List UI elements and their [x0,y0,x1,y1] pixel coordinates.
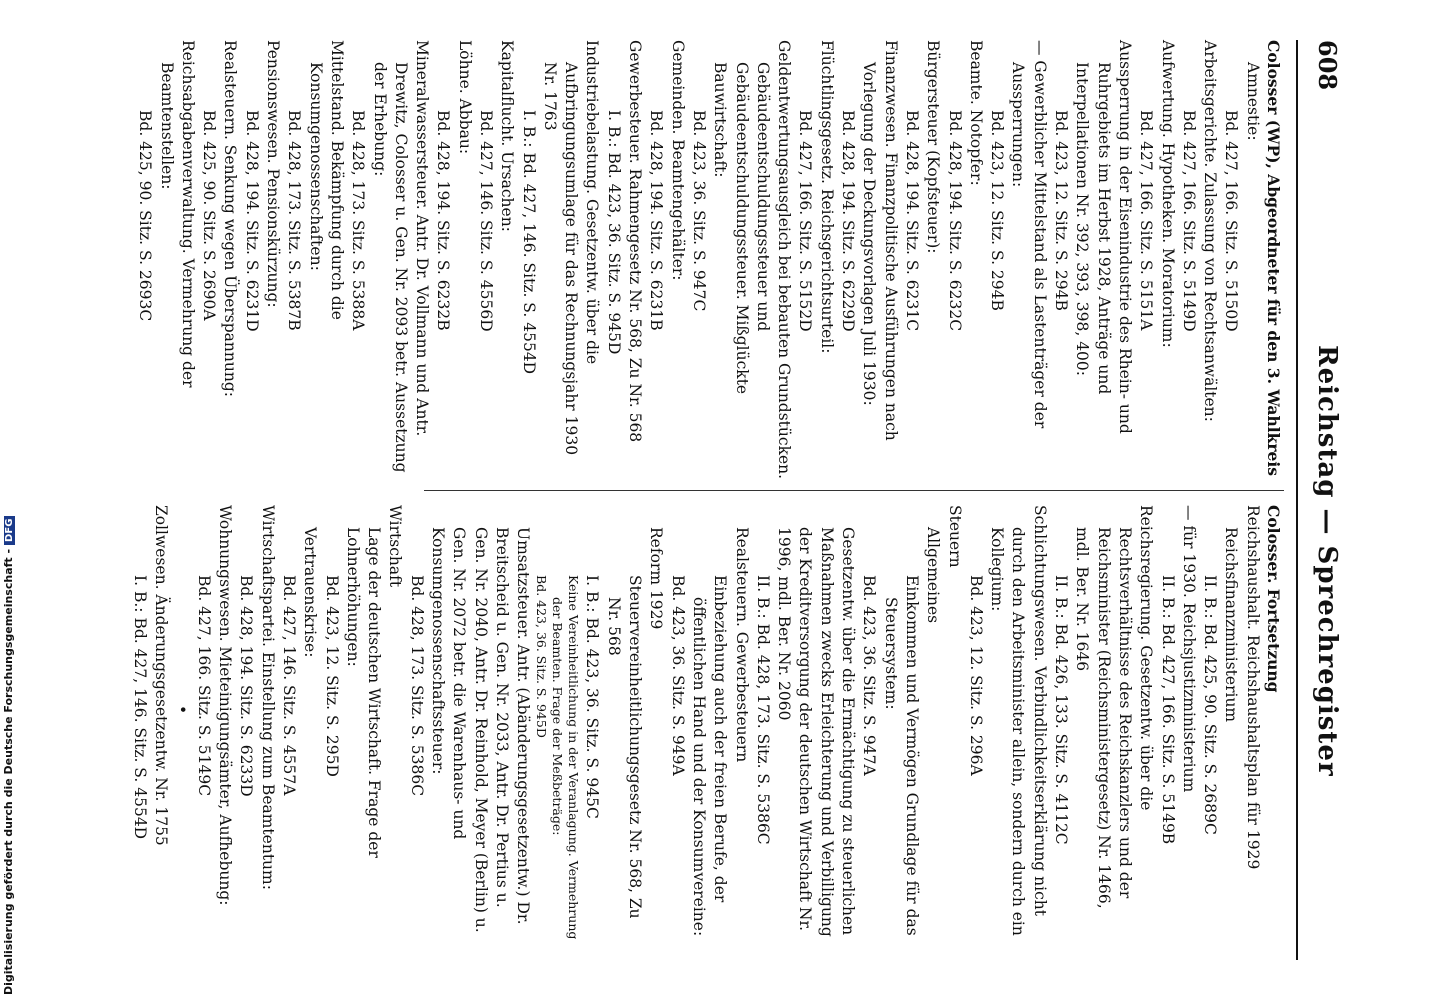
register-entry: Gesetzentw. über die Ermächtigung zu steuerlichen Maßnahmen zwecks Erleichterung und Verbilligung der Kreditversorgung der deutschen Wirtschaft Nr. 1996, mdl. Ber. Nr. 2060 [775,527,858,937]
register-entry: Pensionswesen. Pensionskürzung: [264,40,283,308]
register-entry: Realsteuern. Gewerbesteuern [732,527,751,763]
register-entry: Einbeziehung auch der freien Berufe, der öffentlichen Hand und der Konsumvereine: [689,575,730,937]
register-entry: Bd. 423, 12. Sitz. S. 294B [1052,110,1071,311]
register-entry: Gewerbesteuer. Rahmengesetz Nr. 568, Zu Nr. 568 [626,40,645,443]
register-entry: Bd. 423, 36. Sitz. S. 947A [860,575,879,776]
register-entry: Amnestie: [1243,62,1262,141]
register-entry: Aufwertung. Hypotheken. Moratorium: [1158,40,1177,348]
register-entry: Bd. 423, 12. Sitz. S. 294B [988,110,1007,311]
register-entry: Bd. 423, 12. Sitz. S. 296A [966,575,985,776]
register-entry: Wirtschaftspartei. Einstellung zum Beamtentum: [258,505,277,890]
register-entry: Vertrauenskrise: [301,527,320,658]
register-entry: Beamte. Notopfer: [966,40,985,186]
register-entry: Bd. 427, 166. Sitz. S. 5152D [796,110,815,332]
register-entry: — Gewerblicher Mittelstand als Lastenträger der Aussperrungen: [1009,40,1049,429]
register-entry: Lage der deutschen Wirtschaft. Frage der Lohnerhöhungen: [343,527,384,858]
register-entry: Reichsregierung. Gesetzentw. über die Rechtsverhältnisse des Reichskanzlers und der Reichsminister (Reichsministergesetz) Nr. 1466, mdl. Ber. Nr. 1646 [1073,505,1156,909]
register-entry: I. B.: Bd. 427, 146. Sitz. S. 4554D [130,575,149,840]
register-entry: Wirtschaft [386,505,405,588]
register-entry: Realsteuern. Senkung wegen Überspannung: [221,40,240,397]
register-entry: Bd. 427, 146. Sitz. S. 4556D [477,110,496,332]
register-entry: Bd. 428, 194. Sitz. S. 6231C [902,110,921,332]
register-entry: Bd. 428, 194. Sitz. S. 6231B [647,110,666,331]
register-entry: Bd. 427, 146. Sitz. S. 4557A [279,575,298,796]
register-entry: Arbeitsgerichte. Zulassung von Rechtsanwälten: [1201,40,1220,422]
register-entry: Schlichtungswesen. Verbindlichkeitserklärung nicht durch den Arbeitsminister allein, sondern durch ein Kollegium: [988,505,1049,936]
register-entry: Bd. 423, 36. Sitz. S. 945D [534,575,550,738]
register-entry: Finanzwesen. Finanzpolitische Ausführungen nach Vorlegung der Deckungsvorlagen Juli 1930: [860,40,900,441]
register-entry: Steuervereinheitlichungsgesetz Nr. 568, Zu Nr. 568 [604,575,645,919]
register-entry: II. B.: Bd. 426, 133. Sitz. S. 4112C [1052,575,1071,845]
register-entry: Reichsabgabenverwaltung. Vermehrung der Beamtenstellen: [157,40,197,388]
register-entry: Bd. 428, 194. Sitz. S. 6232B [434,110,453,331]
register-entry: Bd. 425, 90. Sitz. S. 2693C [136,110,155,322]
right-column [129,505,1284,945]
register-entry: — für 1930. Reichsjustizministerium [1179,505,1198,793]
register-entry: Zollwesen. Änderungsgesetzentw. Nr. 1755 [152,505,171,846]
register-entry: Bd. 428, 194. Sitz. S. 6232C [945,110,964,332]
register-entry: Bd. 428, 194. Sitz. S. 6233D [237,575,256,797]
register-entry: Bd. 423, 12. Sitz. S. 295D [322,575,341,777]
dfg-logo: DFG [4,516,15,545]
register-entry: II. B.: Bd. 425, 90. Sitz. S. 2689C [1201,575,1220,835]
register-entry: Industriebelastung. Gesetzentw. über die Aufbringungsumlage für das Rechnungsjahr 1930 Nr. 1763 [540,40,602,456]
page-number: 608 [1313,40,1342,91]
register-entry: I. B.: Bd. 423, 36. Sitz. S. 945D [604,110,623,355]
register-entry: I. B.: Bd. 427, 146. Sitz. S. 4554D [519,110,538,375]
credit-text: Digitalisierung gefördert durch die Deutsche Forschungsgemeinschaft - [2,548,15,995]
register-entry: Allgemeines [924,527,943,624]
register-entry: Bd. 428, 173. Sitz. S. 5386C [407,575,426,797]
register-entry: Bd. 428, 194. Sitz. S. 6231D [242,110,261,332]
column-divider [424,490,1284,491]
register-entry: Löhne. Abbau: [455,40,474,155]
register-entry: Reform 1929 [647,527,666,630]
register-entry: Bd. 425, 90. Sitz. S. 2690A [200,110,219,321]
register-entry: Keine Vereinheitlichung in der Veranlagung. Vermehrung der Beamten. Frage der Meßbeträge: [550,575,582,940]
register-entry: Bd. 423, 36. Sitz. S. 947C [689,110,708,312]
register-entry: II. B.: Bd. 428, 173. Sitz. S. 5386C [753,575,772,845]
digitization-credit [2,516,15,995]
register-entry: Bd. 428, 194. Sitz. S. 6229D [839,110,858,332]
register-entry: Kapitalflucht. Ursachen: [498,40,517,232]
register-entry: Wohnungswesen. Mieteinigungsämter, Aufhebung: [216,505,235,906]
register-entry: Bd. 427, 166. Sitz. S. 5149D [1179,110,1198,332]
register-entry: Aussperrung in der Eisenindustrie des Rhein- und Ruhrgebiets im Herbst 1928, Anträge und Interpellationen Nr. 392, 393, 398, 400: [1073,40,1134,434]
register-entry: II. B.: Bd. 427, 166. Sitz. S. 5149B [1158,575,1177,845]
register-entry: Bürgersteuer (Kopfsteuer): [924,40,943,254]
register-entry: Bd. 428, 173. Sitz. S. 5387B [285,110,304,331]
register-entry: Umsatzsteuer. Antr. (Abänderungsgesetzentw.) Dr. Breitscheid u. Gen. Nr. 2033, Antr. Dr. Pertius u. Gen. Nr. 2040, Antr. Dr. Reinhold, Meyer (Berlin) u. Gen. Nr. 2072 betr. die Warenhaus- und Konsumgenossenschaftssteuer: [429,527,533,933]
register-entry: Mittelstand. Bekämpfung durch die Konsumgenossenschaften: [306,40,346,320]
running-title: Reichstag — Sprechregister [1312,345,1342,777]
register-entry: Bd. 423, 36. Sitz. S. 949A [668,575,687,776]
register-entry: Bd. 428, 173. Sitz. S. 5388A [349,110,368,331]
left-column [134,40,1284,480]
register-entry: Colosser (WP), Abgeordneter für den 3. Wahlkreis [1264,40,1283,477]
register-entry: Colosser. Fortsetzung [1264,505,1283,693]
header-rule [1296,40,1298,960]
register-entry: Steuern [945,505,964,568]
register-entry: Bd. 427, 166. Sitz. S. 5150D [1222,110,1241,332]
register-entry: Geldentwertungsausgleich bei bebauten Grundstücken. Gebäudeentschuldungssteuer und Gebäudeentschuldungssteuer. Mißglückte Bauwirtschaft: [711,40,794,480]
register-entry: • [173,705,192,715]
register-entry: Flüchtlingsgesetz. Reichsgerichtsurteil: [817,40,836,354]
register-entry: Gemeinden. Beamtengehälter: [668,40,687,281]
register-entry: Einkommen und Vermögen Grundlage für das Steuersystem: [881,575,921,936]
register-entry: Reichshaushalt. Reichshaushaltsplan für 1929 Reichsfinanzministerium [1222,505,1262,870]
page-header [1304,40,1342,960]
register-entry: I. B.: Bd. 423, 36. Sitz. S. 945C [583,575,602,819]
register-entry: Mineralwassersteuer. Antr. Dr. Vollmann und Antr. Drewitz, Colosser u. Gen. Nr. 2093 betr. Aussetzung der Erhebung: [370,40,432,473]
register-entry: Bd. 427, 166. Sitz. S. 5151A [1137,110,1156,331]
register-entry: Bd. 427, 166. Sitz. S. 5149C [194,575,213,797]
